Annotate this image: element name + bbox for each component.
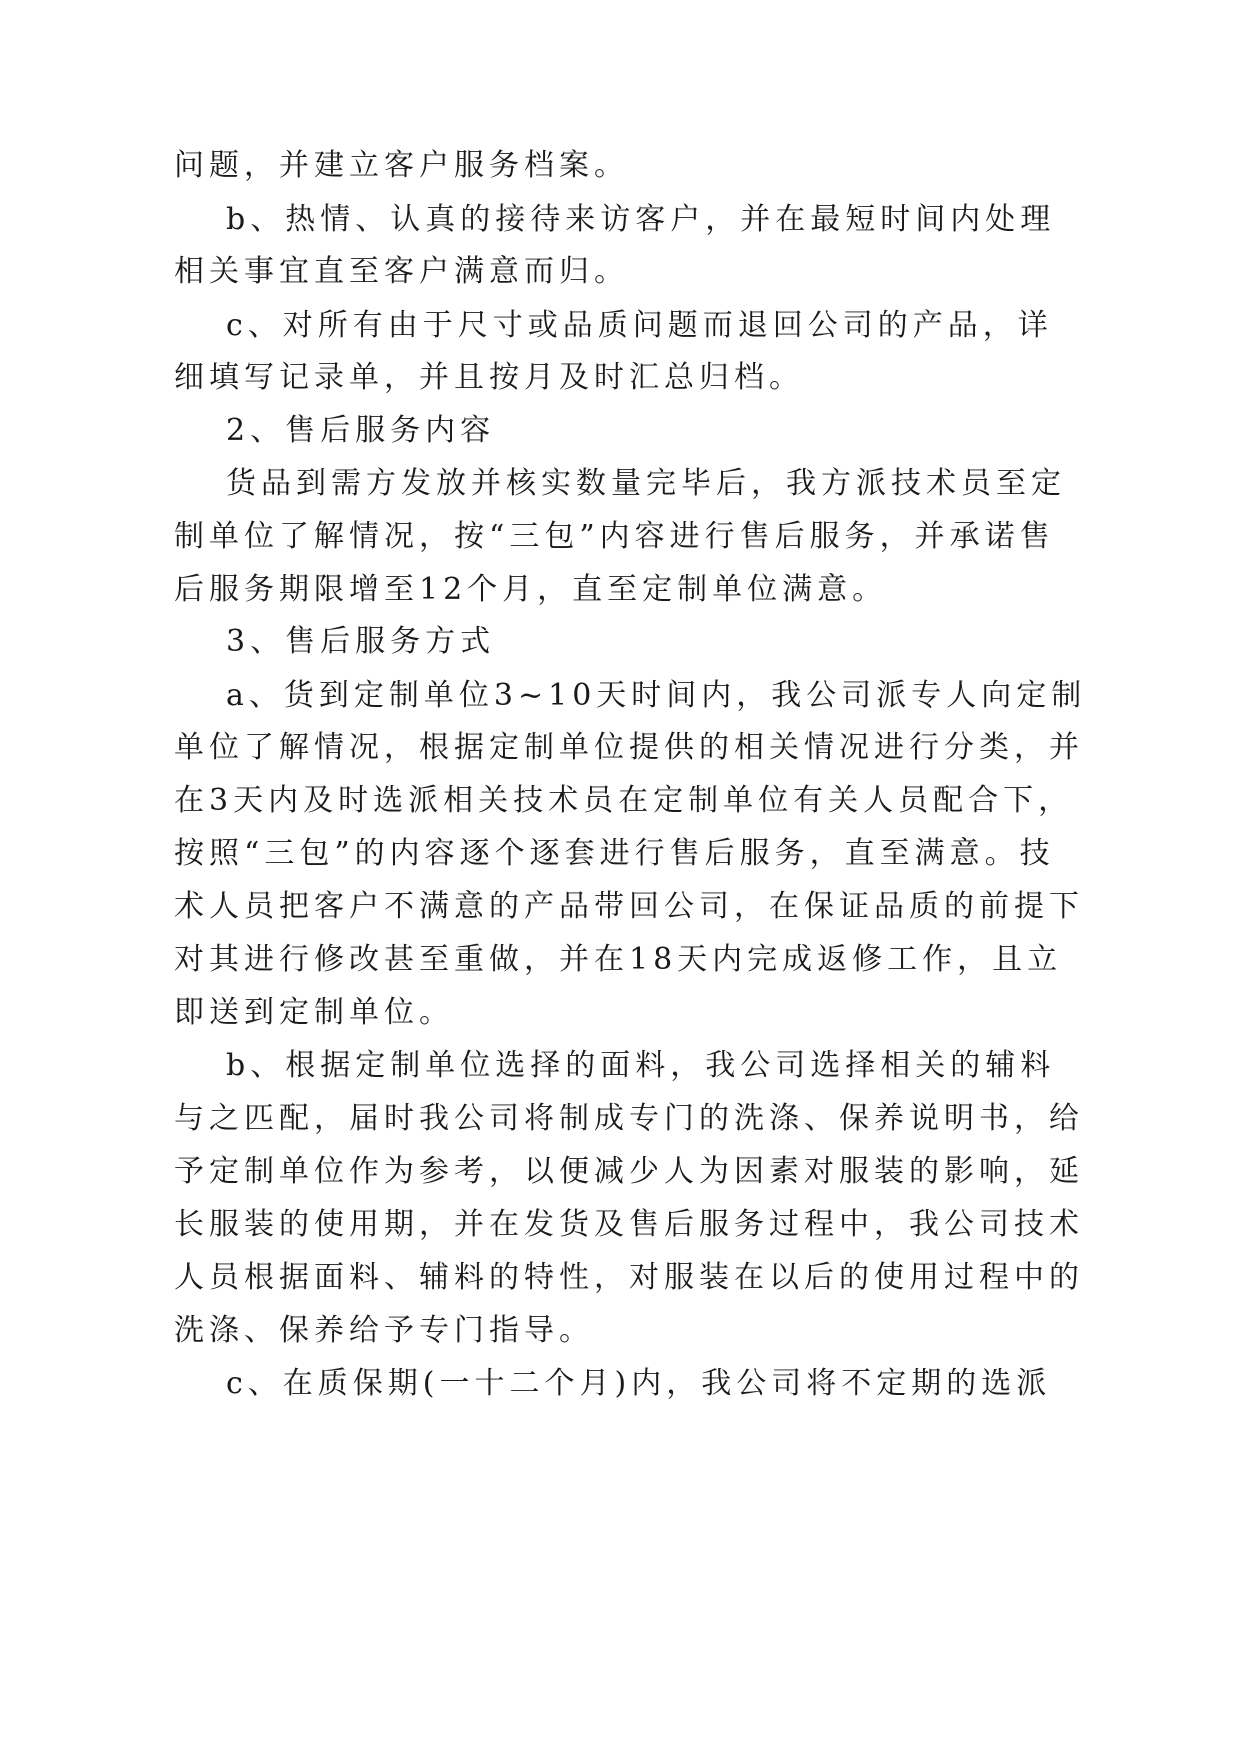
text-line: 人员根据面料、辅料的特性，对服装在以后的使用过程中的 [174,1260,1084,1295]
text-line: 单位了解情况，根据定制单位提供的相关情况进行分类，并 [174,730,1084,765]
text-line: 相关事宜直至客户满意而归。 [174,254,629,289]
section-heading: 2、售后服务内容 [226,413,496,448]
text-line: b、热情、认真的接待来访客户，并在最短时间内处理 [226,202,1056,237]
text-line: 予定制单位作为参考，以便减少人为因素对服装的影响，延 [174,1154,1084,1189]
text-line: c、在质保期(一十二个月)内，我公司将不定期的选派 [226,1366,1052,1401]
text-line: 按照“三包”的内容逐个逐套进行售后服务，直至满意。技 [174,836,1055,871]
text-line: 问题，并建立客户服务档案。 [174,148,629,183]
text-line: 与之匹配，届时我公司将制成专门的洗涤、保养说明书，给 [174,1101,1084,1136]
text-line: 即送到定制单位。 [174,995,454,1030]
text-line: 洗涤、保养给予专门指导。 [174,1313,594,1348]
text-line: 制单位了解情况，按“三包”内容进行售后服务，并承诺售 [174,519,1055,554]
section-heading: 3、售后服务方式 [226,624,496,659]
text-line: c、对所有由于尺寸或品质问题而退回公司的产品，详 [226,308,1053,343]
text-line: 后服务期限增至12个月，直至定制单位满意。 [174,572,888,607]
text-line: 货品到需方发放并核实数量完毕后，我方派技术员至定 [226,466,1066,501]
text-line: a、货到定制单位3~10天时间内，我公司派专人向定制 [226,678,1087,713]
text-line: 长服装的使用期，并在发货及售后服务过程中，我公司技术 [174,1207,1084,1242]
text-line: 细填写记录单，并且按月及时汇总归档。 [174,360,804,395]
text-line: b、根据定制单位选择的面料，我公司选择相关的辅料 [226,1048,1056,1083]
text-line: 对其进行修改甚至重做，并在18天内完成返修工作，且立 [174,942,1063,977]
text-line: 在3天内及时选派相关技术员在定制单位有关人员配合下， [174,783,1074,818]
text-line: 术人员把客户不满意的产品带回公司，在保证品质的前提下 [174,889,1084,924]
